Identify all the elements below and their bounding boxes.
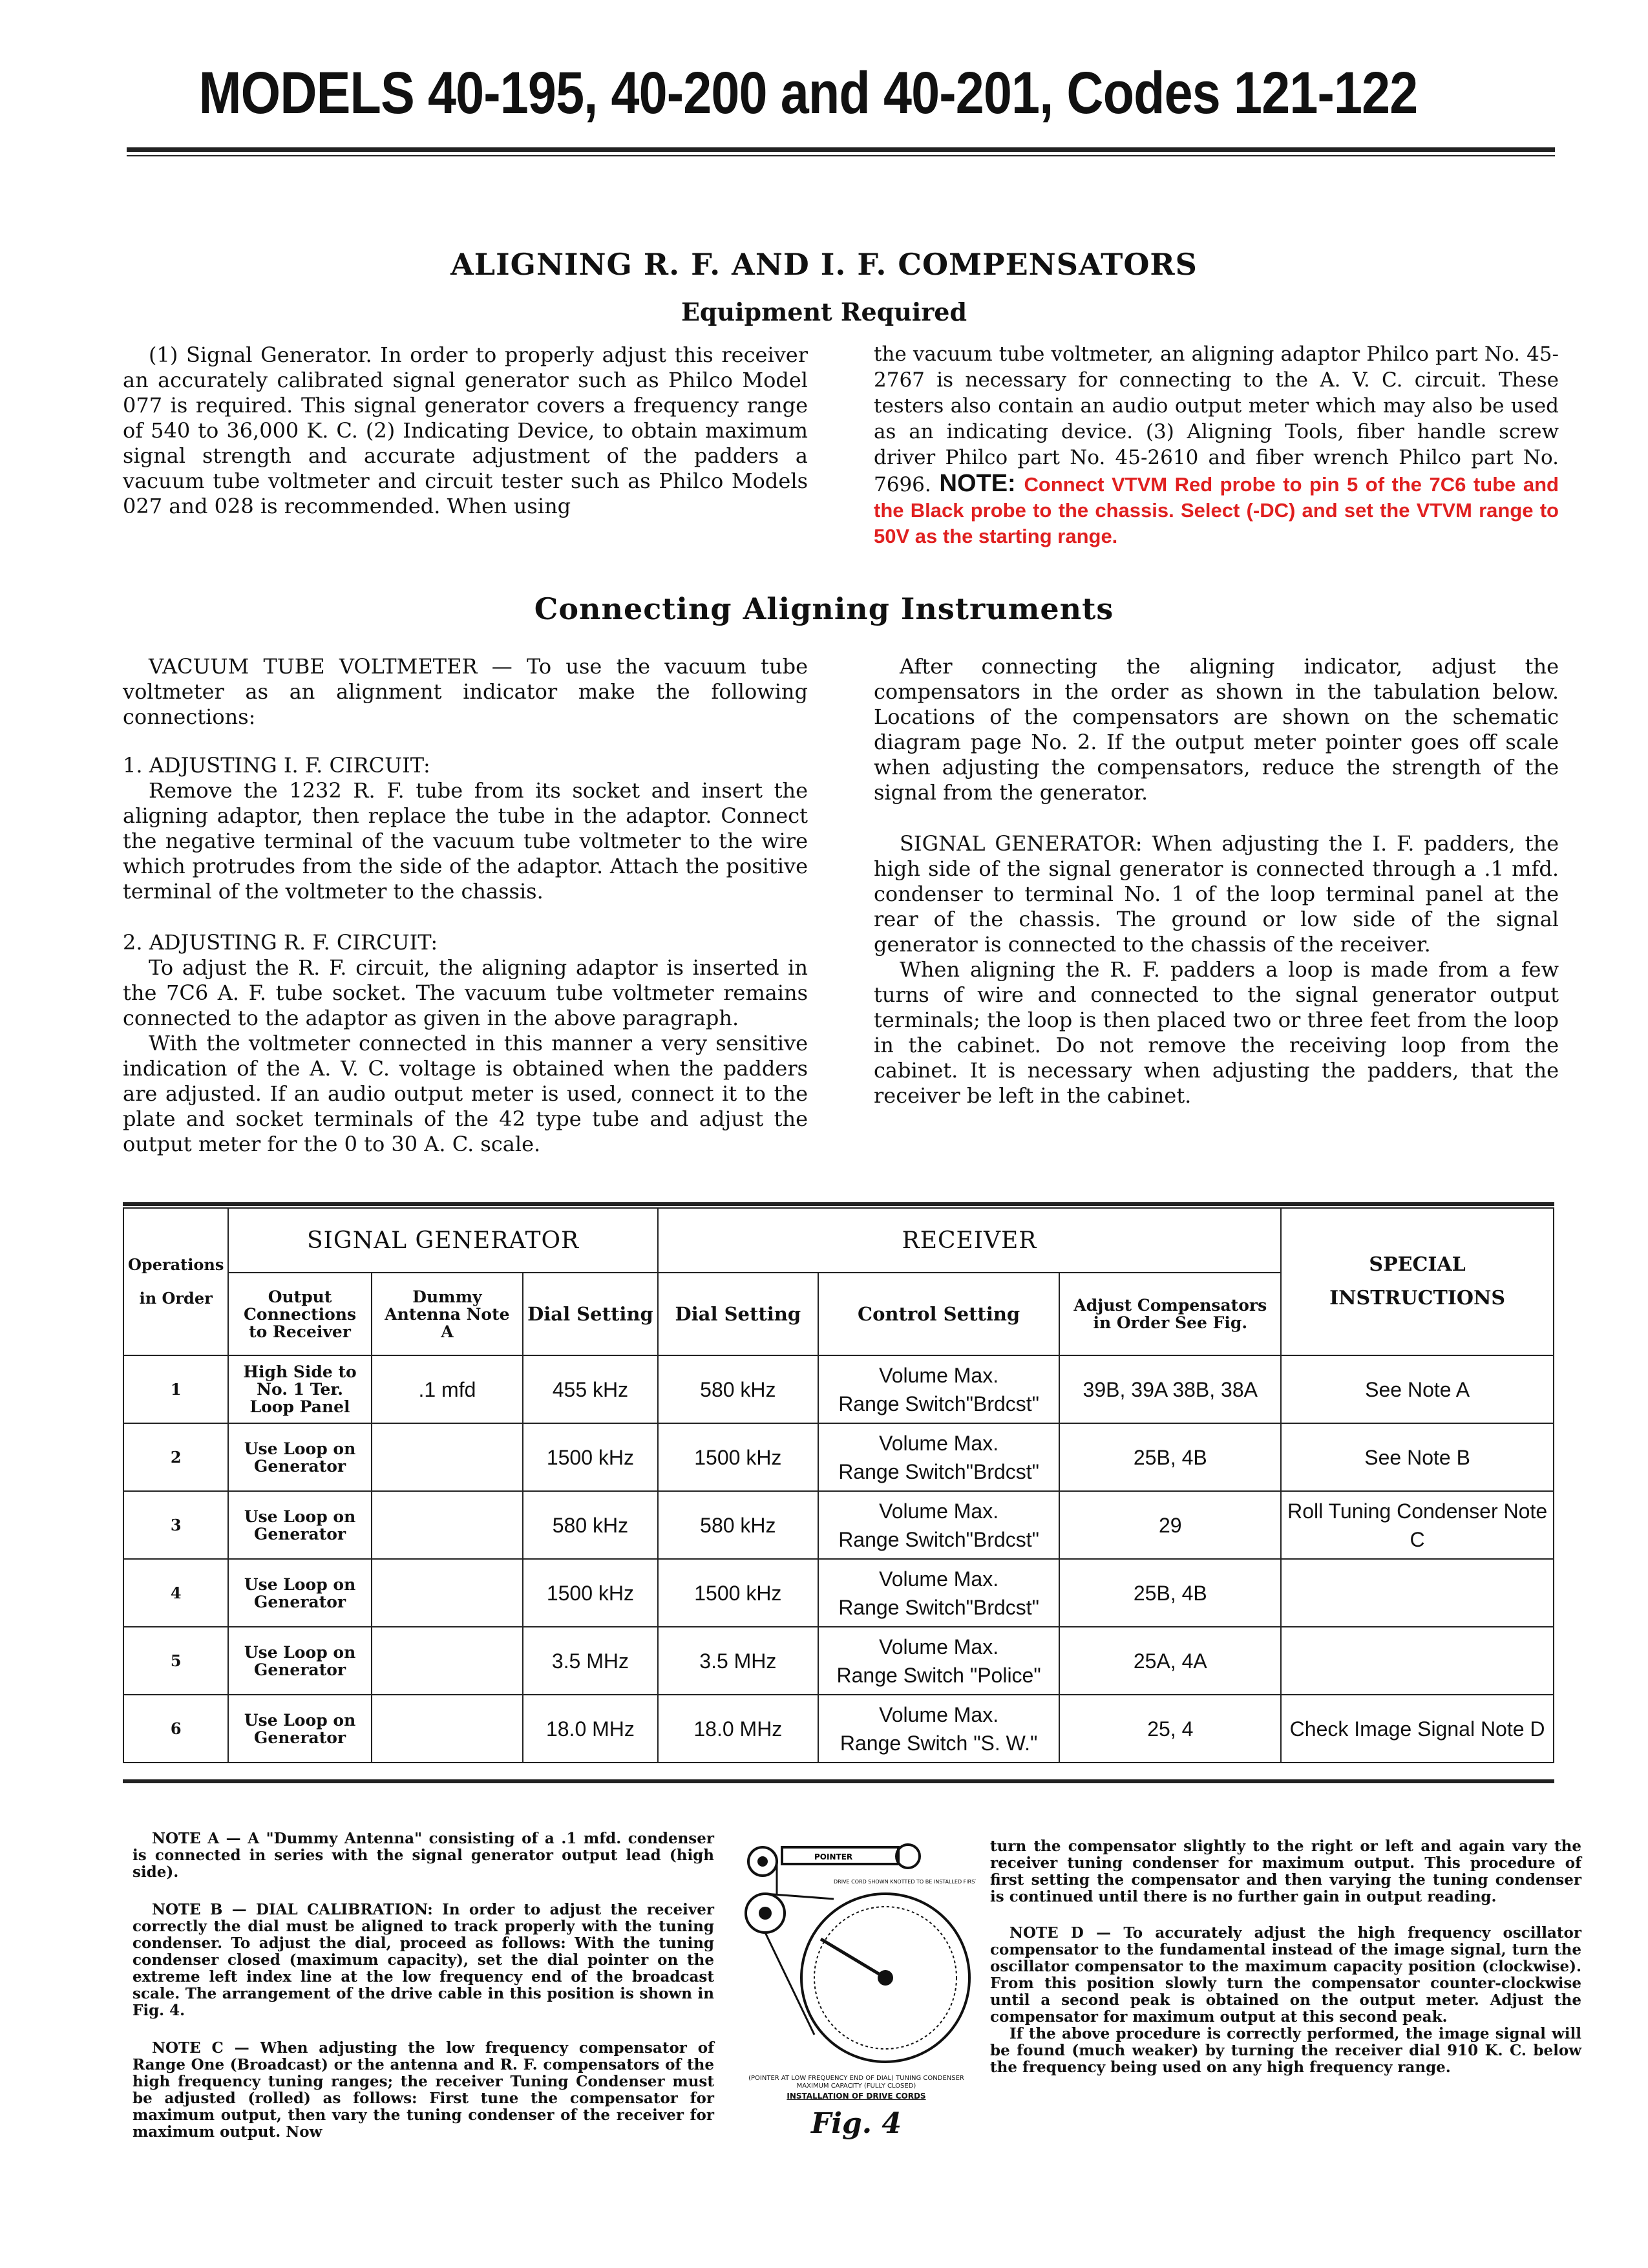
cell-adjust: 25A, 4A [1059,1627,1281,1695]
fig-label-pointer: POINTER [814,1852,853,1861]
col-header-output: Output Connections to Receiver [228,1273,371,1355]
control-range: Range Switch "Police" [836,1663,1041,1687]
equipment-text-right: the vacuum tube voltmeter, an aligning adaptor Philco part No. 45-2767 is necessary for connecting to the A. V. C. circuit. These testers also contain an audio output meter which may also be used as an indicating device. (3) Aligning Tools, fiber handle screw driver Philco part No. 45-2610 and fiber wrench Philco part No. 7696. [874,343,1559,496]
cell-gen-dial: 580 kHz [523,1491,658,1559]
cell-rec-dial: 1500 kHz [658,1423,818,1491]
table-row [123,1627,1554,1695]
cell-op: 4 [123,1559,228,1627]
section-heading-aligning: ALIGNING R. F. AND I. F. COMPENSATORS [450,247,1198,282]
cell-op: 3 [123,1491,228,1559]
fig-caption-small: (POINTER AT LOW FREQUENCY END OF DIAL) TUNING CONDENSER MAXIMUM CAPACITY (FULLY CLOSED) [748,2075,964,2090]
subheading-equipment: Equipment Required [681,297,967,326]
cell-rec-dial: 1500 kHz [658,1559,818,1627]
cell-op: 1 [123,1355,228,1423]
table-row [123,1695,1554,1763]
cell-adjust: 29 [1059,1491,1281,1559]
cell-dummy [372,1695,523,1763]
col-header-dial-rec: Dial Setting [658,1273,818,1355]
cell-control [818,1559,1059,1627]
notes-left-column [132,1830,714,2141]
note-a: NOTE A — A "Dummy Antenna" consisting of a .1 mfd. condenser is connected in series with the signal generator output lead (high side). [132,1830,714,1881]
note-c: NOTE C — When adjusting the low frequency compensator of Range One (Broadcast) or the antenna and R. F. compensators of the high frequency tuning ranges; the receiver Tuning Condenser must be adjusted (rolled) as follows: First tune the compensator for maximum output, then vary the tuning condenser of the receiver for maximum output. Now [132,2039,714,2141]
table-bottom-rule [123,1779,1554,1783]
cell-output: Use Loop on Generator [228,1423,371,1491]
cell-dummy: .1 mfd [372,1355,523,1423]
control-volume: Volume Max. [879,1499,999,1523]
cell-special: See Note B [1281,1423,1554,1491]
table-row [123,1491,1554,1559]
fig-caption-install: INSTALLATION OF DRIVE CORDS [787,2092,926,2101]
table-row [123,1559,1554,1627]
connecting-left-column [123,654,808,1157]
col-header-ops: Operations in Order [123,1208,228,1355]
right-para-2: SIGNAL GENERATOR: When adjusting the I. F. padders, the high side of the signal generator is connected through a .1 mfd. condenser to terminal No. 1 of the loop terminal panel at the rear of the chassis. The ground or low side of the signal generator is connected to the chassis of the receiver. [874,831,1559,957]
table-body [123,1355,1554,1763]
table-row [123,1355,1554,1423]
control-volume: Volume Max. [879,1635,999,1659]
cell-adjust: 25B, 4B [1059,1559,1281,1627]
vtvm-note: Connect VTVM Red probe to pin 5 of the 7C6 tube and the Black probe to the chassis. Select (-DC) and set the VTVM range to 50V as the starting range. [874,473,1559,547]
cell-op: 2 [123,1423,228,1491]
drive-cord-diagram [737,1829,976,2114]
control-volume: Volume Max. [879,1567,999,1591]
cell-dummy [372,1423,523,1491]
cell-gen-dial: 1500 kHz [523,1423,658,1491]
control-range: Range Switch "S. W." [840,1731,1038,1755]
cell-rec-dial: 3.5 MHz [658,1627,818,1695]
cell-gen-dial: 1500 kHz [523,1559,658,1627]
cell-op: 6 [123,1695,228,1763]
figure-caption: Fig. 4 [811,2107,902,2140]
col-header-dial-gen: Dial Setting [523,1273,658,1355]
step1-title: 1. ADJUSTING I. F. CIRCUIT: [123,753,430,778]
cell-control [818,1355,1059,1423]
header-rule-thin [127,155,1555,156]
step2-text: To adjust the R. F. circuit, the aligning adaptor is inserted in the 7C6 A. F. tube socket. The vacuum tube voltmeter remains connected to the adaptor as given in the above paragraph. [123,955,808,1030]
cell-output: Use Loop on Generator [228,1559,371,1627]
col-header-special: SPECIAL INSTRUCTIONS [1281,1208,1554,1355]
col-header-adjust: Adjust Compensators in Order See Fig. [1059,1273,1281,1355]
cell-dummy [372,1559,523,1627]
cell-control [818,1695,1059,1763]
step2-title: 2. ADJUSTING R. F. CIRCUIT: [123,930,438,955]
table-top-rule [123,1202,1554,1206]
cell-special: Roll Tuning Condenser Note C [1281,1491,1554,1559]
cell-control [818,1491,1059,1559]
cell-gen-dial: 455 kHz [523,1355,658,1423]
cell-control [818,1423,1059,1491]
group-header-signal-generator: SIGNAL GENERATOR [228,1208,657,1273]
section-heading-connecting: Connecting Aligning Instruments [534,591,1114,626]
note-c-continued: turn the compensator slightly to the right or left and again vary the receiver tuning condenser for maximum output. This procedure of first setting the compensator and then varying the tuning condenser is continued until there is no further gain in output reading. [990,1838,1581,1905]
cell-special [1281,1627,1554,1695]
cell-special: Check Image Signal Note D [1281,1695,1554,1763]
equipment-right-column [874,341,1559,549]
cell-gen-dial: 18.0 MHz [523,1695,658,1763]
note-d: NOTE D — To accurately adjust the high frequency oscillator compensator to the fundamental instead of the image signal, turn the oscillator compensator to the maximum capacity position (clockwise). From this position slowly turn the compensator counter-clockwise until a second peak is obtained on the output meter. Adjust the compensator for maximum output at this second peak. [990,1924,1581,2026]
notes-right-column [990,1838,1581,2076]
cell-rec-dial: 580 kHz [658,1491,818,1559]
col-header-dummy: Dummy Antenna Note A [372,1273,523,1355]
alignment-table [123,1207,1554,1763]
cell-op: 5 [123,1627,228,1695]
col-header-control: Control Setting [818,1273,1059,1355]
cell-special: See Note A [1281,1355,1554,1423]
cell-output: High Side to No. 1 Ter. Loop Panel [228,1355,371,1423]
equipment-left-column [123,343,808,519]
cell-output: Use Loop on Generator [228,1491,371,1559]
control-range: Range Switch"Brdcst" [838,1392,1040,1415]
group-header-receiver: RECEIVER [658,1208,1281,1273]
control-range: Range Switch"Brdcst" [838,1527,1040,1551]
cell-gen-dial: 3.5 MHz [523,1627,658,1695]
note-b: NOTE B — DIAL CALIBRATION: In order to adjust the receiver correctly the dial must be aligned to track properly with the tuning condenser. To adjust the dial, proceed as follows: With the tuning condenser closed (maximum capacity), set the dial pointer on the extreme left index line at the low frequency end of the broadcast scale. The arrangement of the drive cable in this position is shown in Fig. 4. [132,1901,714,2019]
fig-label-drive: DRIVE CORD SHOWN KNOTTED TO BE INSTALLED FIRST [834,1879,976,1885]
control-range: Range Switch"Brdcst" [838,1595,1040,1619]
control-volume: Volume Max. [879,1363,999,1387]
right-para-1: After connecting the aligning indicator, adjust the compensators in the order as shown in the tabulation below. Locations of the compensators are shown on the schematic diagram page No. 2. If the output meter pointer goes off scale when adjusting the compensators, reduce the strength of the signal from the generator. [874,654,1559,805]
right-para-3: When aligning the R. F. padders a loop is made from a few turns of wire and connected to the signal generator output terminals; the loop is then placed two or three feet from the loop in the cabinet. Do not remove the receiving loop from the cabinet. It is necessary when adjusting the padders, that the receiver be left in the cabinet. [874,957,1559,1108]
vtvm-intro: VACUUM TUBE VOLTMETER — To use the vacuum tube voltmeter as an alignment indicator make the following connections: [123,654,808,729]
note-label: NOTE: [939,470,1016,497]
step2-text2: With the voltmeter connected in this manner a very sensitive indication of the A. V. C. voltage is obtained when the padders are adjusted. If an audio output meter is used, connect it to the plate and socket terminals of the 42 type tube and adjust the output meter for the 0 to 30 A. C. scale. [123,1031,808,1156]
cell-adjust: 25, 4 [1059,1695,1281,1763]
cell-special [1281,1559,1554,1627]
cell-output: Use Loop on Generator [228,1695,371,1763]
cell-rec-dial: 18.0 MHz [658,1695,818,1763]
note-d-2: If the above procedure is correctly performed, the image signal will be found (much weaker) by turning the receiver dial 910 K. C. below the frequency being used on any high frequency range. [990,2025,1581,2076]
header-rule [127,147,1555,152]
cell-dummy [372,1627,523,1695]
cell-adjust: 39B, 39A 38B, 38A [1059,1355,1281,1423]
page-title: MODELS 40-195, 40-200 and 40-201, Codes 121-122 [198,60,1418,126]
step1-text: Remove the 1232 R. F. tube from its socket and insert the aligning adaptor, then replace the tube in the adaptor. Connect the negative terminal of the vacuum tube voltmeter to the wire which protrudes from the side of the adaptor. Attach the positive terminal of the voltmeter to the chassis. [123,778,808,904]
connecting-right-column [874,654,1559,1108]
control-volume: Volume Max. [879,1431,999,1455]
control-volume: Volume Max. [879,1702,999,1726]
cell-dummy [372,1491,523,1559]
cell-adjust: 25B, 4B [1059,1423,1281,1491]
equipment-text-left: (1) Signal Generator. In order to properly adjust this receiver an accurately calibrated signal generator such as Philco Model 077 is required. This signal generator covers a frequency range of 540 to 36,000 K. C. (2) Indicating Device, to obtain maximum signal strength and accurate adjustment of the padders a vacuum tube voltmeter and circuit tester such as Philco Models 027 and 028 is recommended. When using [123,343,808,518]
cell-control [818,1627,1059,1695]
cell-rec-dial: 580 kHz [658,1355,818,1423]
cell-output: Use Loop on Generator [228,1627,371,1695]
figure-4 [737,1829,976,2114]
control-range: Range Switch"Brdcst" [838,1459,1040,1483]
table-row [123,1423,1554,1491]
